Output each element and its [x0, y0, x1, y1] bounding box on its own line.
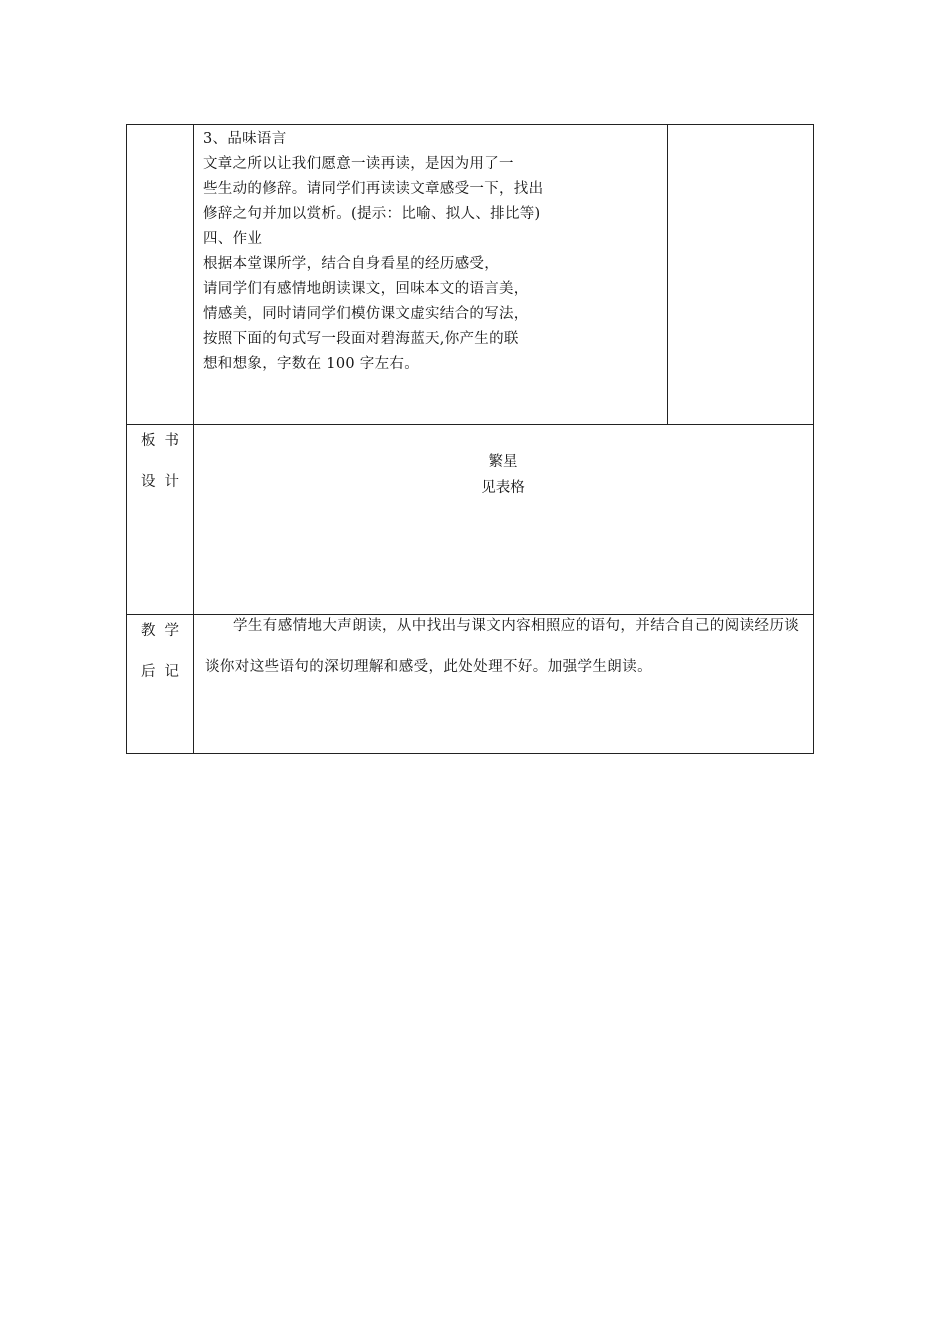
board-design-label-top: 板书 [141, 433, 188, 449]
procedure-line: 文章之所以让我们愿意一读再读，是因为用了一 [203, 156, 514, 172]
procedure-line: 情感美，同时请同学们模仿课文虚实结合的写法， [203, 306, 529, 322]
procedure-line: 些生动的修辞。请同学们再读读文章感受一下，找出 [203, 181, 544, 197]
board-design-label-bottom: 设计 [141, 474, 188, 490]
row-divider [127, 424, 813, 425]
lesson-plan-table [126, 124, 814, 754]
teaching-notes-cell [127, 614, 813, 754]
procedure-line: 请同学们有感情地朗读课文，回味本文的语言美， [203, 281, 529, 297]
teaching-notes-label-bottom: 后记 [141, 664, 188, 680]
board-design-content: 见表格 [481, 480, 525, 496]
procedure-line: 想和想象，字数在 100 字左右。 [203, 356, 419, 372]
procedure-line: 四、作业 [203, 231, 263, 247]
teaching-notes-label-top: 教学 [141, 623, 188, 639]
procedure-line: 3、品味语言 [203, 131, 287, 147]
procedure-line: 修辞之句并加以赏析。(提示：比喻、拟人、排比等) [203, 206, 541, 222]
board-design-title: 繁星 [488, 454, 518, 470]
procedure-line: 根据本堂课所学，结合自身看星的经历感受， [203, 256, 499, 272]
teaching-notes-text: 学生有感情地大声朗读，从中找出与课文内容相照应的语句，并结合自己的阅读经历谈谈你对这些语句的深切理解和感受，此处处理不好。加强学生朗读。 [205, 618, 800, 675]
procedure-line: 按照下面的句式写一段面对碧海蓝天,你产生的联 [203, 331, 519, 347]
remarks-cell [668, 125, 814, 424]
